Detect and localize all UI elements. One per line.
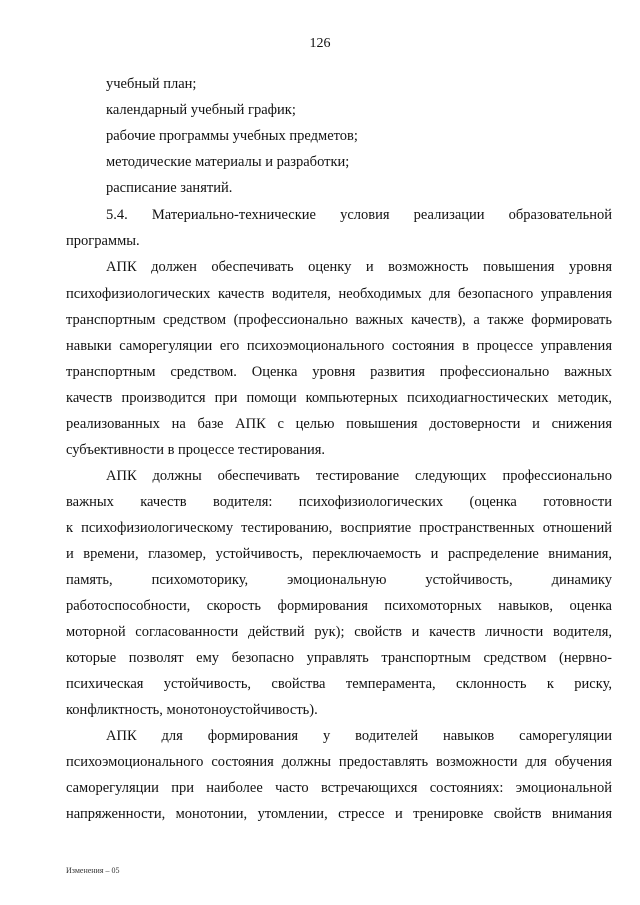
list-item: расписание занятий.: [106, 180, 233, 196]
paragraph-line: моторной согласованности действий рук); свойств и качеств личности водителя,: [66, 624, 612, 640]
paragraph-line: конфликтность, монотоноустойчивость).: [66, 702, 318, 718]
paragraph-line: психоэмоционального состояния должны предоставлять возможности для обучения: [66, 754, 612, 770]
paragraph-line: АПК должны обеспечивать тестирование следующих профессионально: [106, 468, 612, 484]
paragraph-line: к психофизиологическому тестированию, восприятие пространственных отношений: [66, 520, 612, 536]
paragraph-line: психическая устойчивость, свойства темперамента, склонность к риску,: [66, 676, 612, 692]
paragraph-line: качеств производится при помощи компьютерных психодиагностических методик,: [66, 390, 612, 406]
footer-revision: Изменения – 05: [66, 866, 120, 875]
paragraph-line: психофизиологических качеств водителя, необходимых для безопасного управления: [66, 286, 612, 302]
list-item: учебный план;: [106, 76, 197, 92]
paragraph-line: которые позволят ему безопасно управлять транспортным средством (нервно-: [66, 650, 612, 666]
list-item: методические материалы и разработки;: [106, 154, 350, 170]
section-heading: 5.4. Материально-технические условия реализации образовательной: [106, 207, 612, 223]
paragraph-line: важных качеств водителя: психофизиологических (оценка готовности: [66, 494, 612, 510]
list-item: календарный учебный график;: [106, 102, 296, 118]
paragraph-line: транспортным средством. Оценка уровня развития профессионально важных: [66, 364, 612, 380]
section-heading-cont: программы.: [66, 233, 140, 249]
paragraph-line: напряженности, монотонии, утомлении, стрессе и тренировке свойств внимания: [66, 806, 612, 822]
paragraph-line: АПК для формирования у водителей навыков саморегуляции: [106, 728, 612, 744]
paragraph-line: работоспособности, скорость формирования психомоторных навыков, оценка: [66, 598, 612, 614]
paragraph-line: АПК должен обеспечивать оценку и возможность повышения уровня: [106, 259, 612, 275]
paragraph-line: и времени, глазомер, устойчивость, переключаемость и распределение внимания,: [66, 546, 612, 562]
paragraph-line: реализованных на базе АПК с целью повышения достоверности и снижения: [66, 416, 612, 432]
page-number: 126: [309, 36, 331, 51]
paragraph-line: память, психомоторику, эмоциональную устойчивость, динамику: [66, 572, 612, 588]
paragraph-line: субъективности в процессе тестирования.: [66, 442, 326, 458]
paragraph-line: саморегуляции при наиболее часто встречающихся состояниях: эмоциональной: [66, 780, 612, 796]
list-item: рабочие программы учебных предметов;: [106, 128, 358, 144]
paragraph-line: навыки саморегуляции его психоэмоционального состояния в процессе управления: [66, 338, 612, 354]
paragraph-line: транспортным средством (профессионально важных качеств), а также формировать: [66, 312, 612, 328]
